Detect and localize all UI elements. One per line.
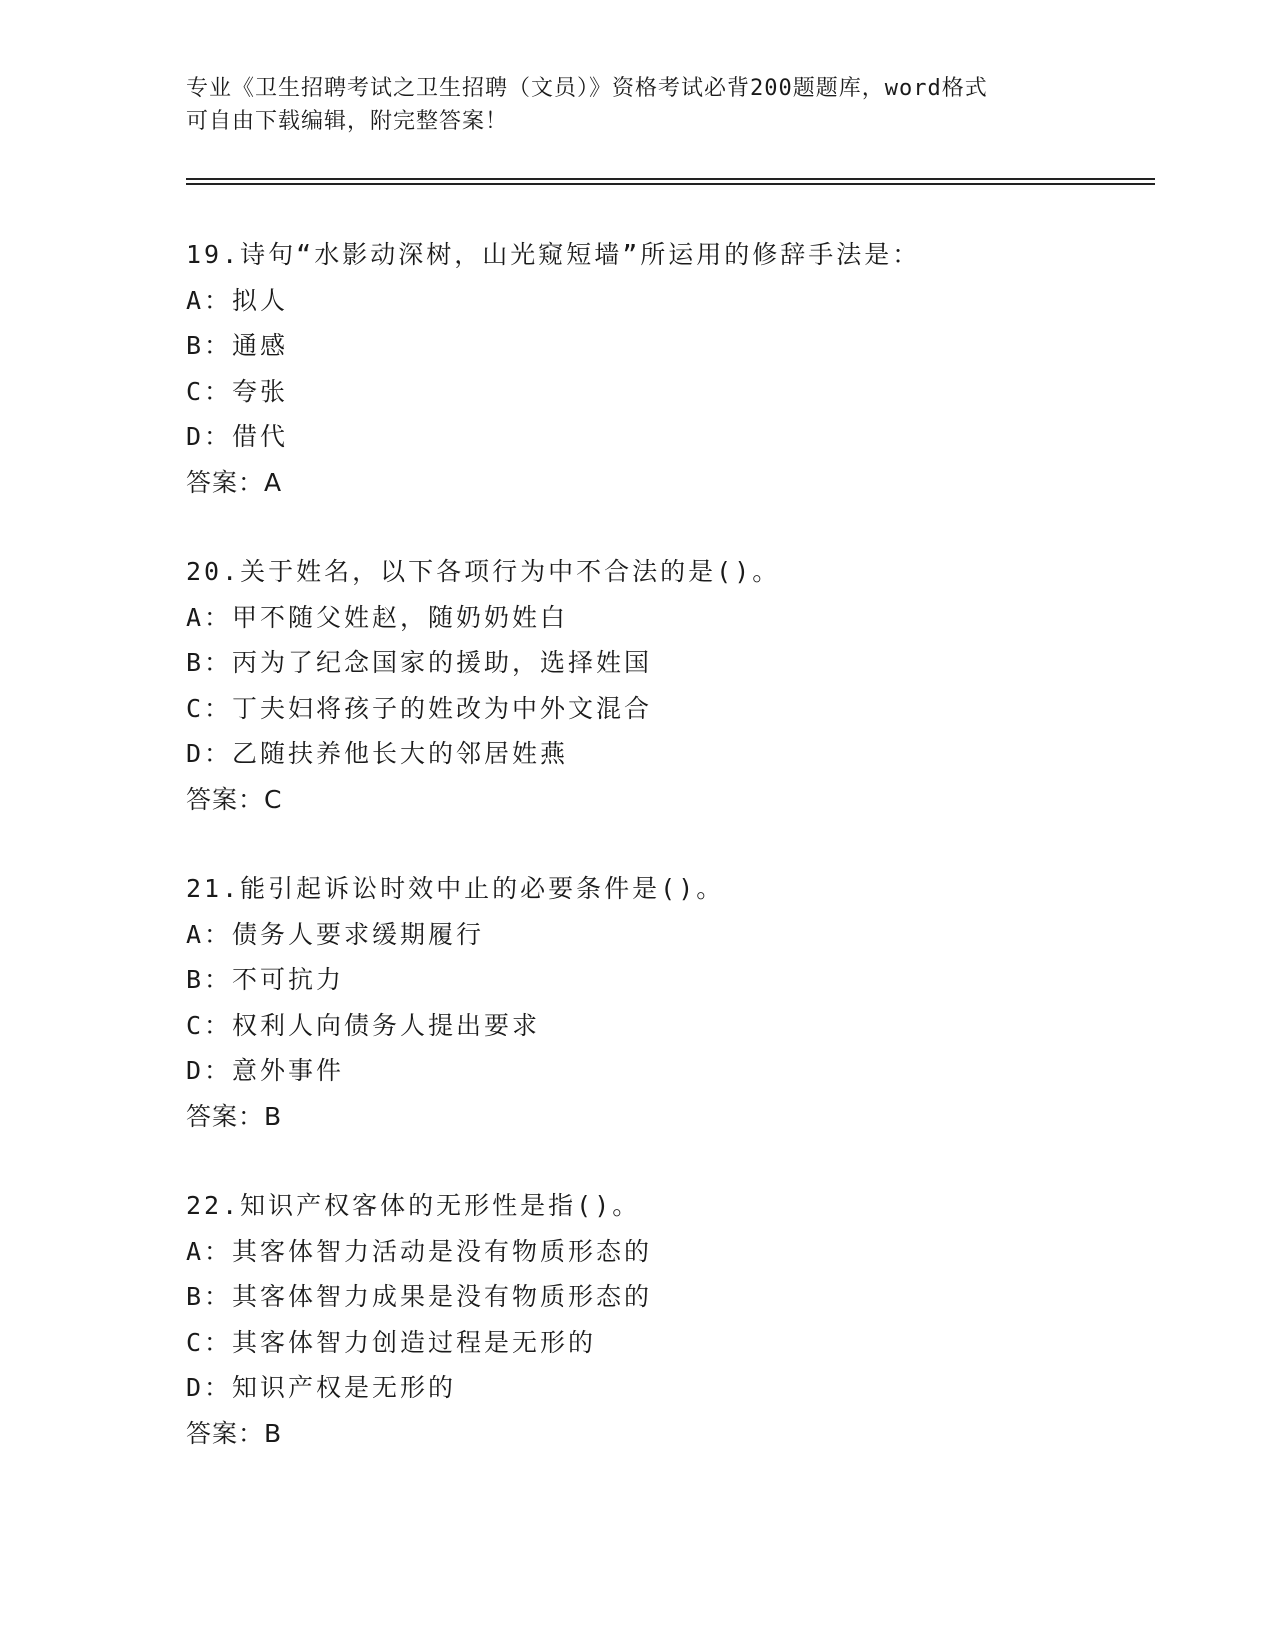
question-21 (186, 866, 1146, 1139)
option-a: A：其客体智力活动是没有物质形态的 (186, 1236, 653, 1266)
document-header (186, 72, 1086, 138)
question-22 (186, 1183, 1146, 1456)
header-divider-bottom (186, 183, 1155, 185)
question-stem: 22.知识产权客体的无形性是指()。 (186, 1191, 641, 1220)
option-b: B：通感 (186, 331, 289, 360)
header-line-2: 可自由下载编辑，附完整答案！ (186, 109, 509, 134)
question-stem: 21.能引起诉讼时效中止的必要条件是()。 (186, 874, 725, 903)
answer: 答案：A (186, 467, 283, 497)
option-a: A：债务人要求缓期履行 (186, 919, 485, 949)
option-c: C：其客体智力创造过程是无形的 (186, 1327, 597, 1357)
option-b: B：其客体智力成果是没有物质形态的 (186, 1282, 653, 1311)
question-stem: 20.关于姓名，以下各项行为中不合法的是()。 (186, 557, 781, 586)
option-b: B：丙为了纪念国家的援助，选择姓国 (186, 648, 653, 677)
option-c: C：夸张 (186, 376, 289, 406)
question-19 (186, 232, 1146, 505)
option-a: A：甲不随父姓赵，随奶奶姓白 (186, 602, 569, 632)
option-a: A：拟人 (186, 285, 289, 315)
answer: 答案：B (186, 1101, 283, 1131)
option-d: D：借代 (186, 422, 289, 451)
option-d: D：乙随扶养他长大的邻居姓燕 (186, 739, 569, 768)
option-c: C：权利人向债务人提出要求 (186, 1010, 541, 1040)
question-20 (186, 549, 1146, 822)
answer: 答案：B (186, 1418, 283, 1448)
header-divider-top (186, 178, 1155, 180)
option-d: D：意外事件 (186, 1056, 345, 1085)
question-stem: 19.诗句“水影动深树，山光窥短墙”所运用的修辞手法是： (186, 240, 921, 269)
answer: 答案：C (186, 784, 283, 814)
option-d: D：知识产权是无形的 (186, 1373, 457, 1402)
header-line-1: 专业《卫生招聘考试之卫生招聘（文员）》资格考试必背200题题库，word格式 (186, 76, 988, 101)
question-list (186, 232, 1146, 1500)
option-c: C：丁夫妇将孩子的姓改为中外文混合 (186, 693, 653, 723)
option-b: B：不可抗力 (186, 965, 345, 994)
